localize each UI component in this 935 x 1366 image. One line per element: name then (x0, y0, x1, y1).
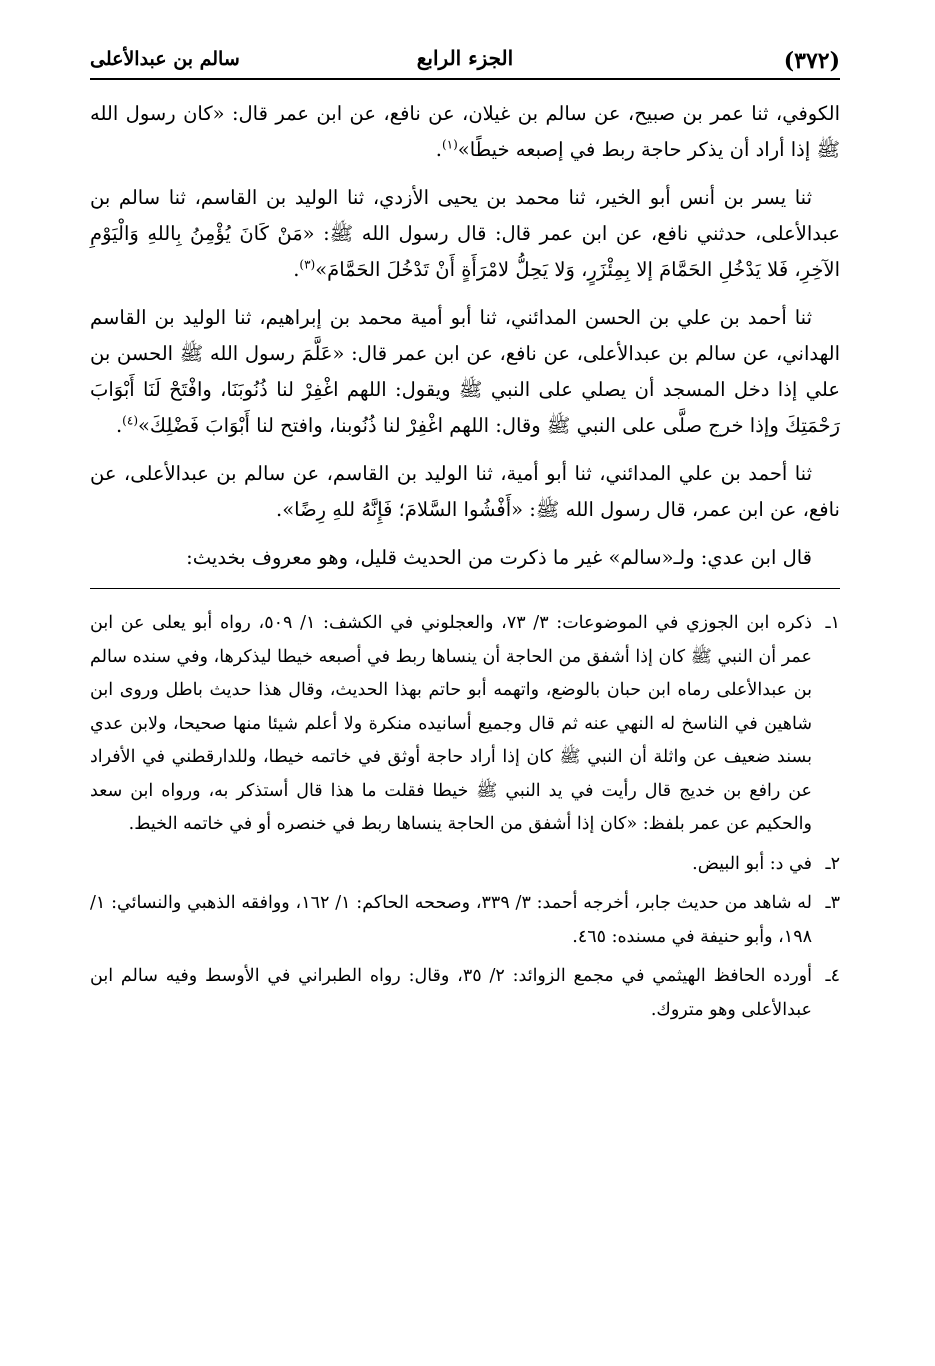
page-header (90, 40, 840, 78)
footnote-separator (90, 588, 840, 589)
footnote-ref: (٣) (299, 257, 316, 272)
footnote-ref: (٤) (122, 413, 138, 428)
paragraph: الكوفي، ثنا عمر بن صبيح، عن سالم بن غيلان، عن نافع، عن ابن عمر قال: «كان رسول الله ﷺ إذا أراد أن يذكر حاجة ربط في إصبعه خيطًا»$^{(١)}$. (90, 102, 840, 161)
running-title: سالم بن عبدالأعلى (90, 48, 240, 70)
footnote: ٣ـله شاهد من حديث جابر، أخرجه أحمد: ٣/ ٣٣٩، وصححه الحاكم: ١/ ١٦٢، ووافقه الذهبي والنسائي: ١/ ١٩٨، وأبو حنيفة في مسنده: ٤٦٥. (90, 887, 840, 954)
footnote-number: ١ـ (825, 613, 840, 633)
footnote: ١ـذكره ابن الجوزي في الموضوعات: ٣/ ٧٣، والعجلوني في الكشف: ١/ ٥٠٩، رواه أبو يعلى عن ابن عمر أن النبي ﷺ كان إذا أشفق من الحاجة أن ينساها ربط في أصبعه خيطا ليذكرها، وفي سنده سالم بن عبدالأعلى رماه ابن حبان بالوضع، واتهمه أبو حاتم بهذا الحديث، وقال هذا حديث باطل وروى ابن شاهين في الناسخ له النهي عنه ثم قال وجميع أسانيده منكرة ولا أعلم شيئا منها صحيحا، ولابن عدي بسند ضعيف عن واثلة أن النبي ﷺ كان إذا أراد حاجة أوثق في خاتمه خيطا، وللدارقطني في الأفراد عن رافع بن خديج قال رأيت في يد النبي ﷺ خيطا فقلت ما هذا قال أستذكر به، ورواه ابن سعد والحكيم عن عمر بلفظ: «كان إذا أشفق من الحاجة ينساها ربط في خنصره أو في خاتمه الخيط. (90, 607, 840, 842)
footnote-number: ٢ـ (825, 853, 840, 874)
paragraph: ثنا أحمد بن علي بن الحسن المدائني، ثنا أبو أمية محمد بن إبراهيم، ثنا الوليد بن القاسم الهداني، عن سالم بن عبدالأعلى، عن نافع، عن ابن عمر قال: «عَلَّمَ رسول الله ﷺ الحسن بن علي إذا دخل المسجد أن يصلي على النبي ﷺ ويقول: اللهم اغْفِرْ لنا ذُنُوبَنَا، وافْتَحْ لَنَا أَبْوَابَ رَحْمَتِكَ وإذا خرج صلَّى على النبي ﷺ وقال: اللهم اغْفِرْ لنا ذُنُوبنا، وافتح لنا أَبْوَابَ فَضْلِكَ»$^{(٤)}$. (90, 306, 840, 437)
footnote-number: ٣ـ (825, 893, 841, 913)
footnote: ٤ـأورده الحافظ الهيثمي في مجمع الزوائد: ٢/ ٣٥، وقال: رواه الطبراني في الأوسط وفيه سالم ابن عبدالأعلى وهو متروك. (90, 960, 840, 1027)
volume-title: الجزء الرابع (416, 46, 514, 70)
page-number: (٣٧٢) (783, 48, 840, 74)
footnote-ref: (١) (441, 137, 458, 152)
paragraph: ثنا أحمد بن علي المدائني، ثنا أبو أمية، ثنا الوليد بن القاسم، عن سالم بن عبدالأعلى، عن نافع، عن ابن عمر، قال رسول الله ﷺ: «أَفْشُوا السَّلامَ؛ فَإِنَّهُ للهِ رِضًا». (90, 462, 840, 521)
footnote-number: ٤ـ (825, 966, 840, 986)
paragraph: قال ابن عدي: ولـ«سالم» غير ما ذكرت من الحديث قليل، وهو معروف بخديث: (186, 546, 812, 569)
footnote: ٢ـفي د: أبو البيض. (90, 848, 840, 882)
footnotes (90, 607, 840, 1027)
main-text (90, 96, 840, 576)
header-rule (90, 78, 840, 80)
paragraph: ثنا يسر بن أنس أبو الخير، ثنا محمد بن يحيى الأزدي، ثنا الوليد بن القاسم، ثنا سالم بن عبدالأعلى، حدثني نافع، عن ابن عمر قال: قال رسول الله ﷺ: «مَنْ كَانَ يُؤْمِنُ بِاللهِ وَالْيَوْمِ الآخِرِ، فَلا يَدْخُلِ الحَمَّامَ إلا بِمِئْزَرٍ، وَلا يَحِلُّ لامْرَأَةٍ أَنْ تَدْخُلَ الحَمَّامَ»$^{(٣)}$. (90, 186, 840, 281)
